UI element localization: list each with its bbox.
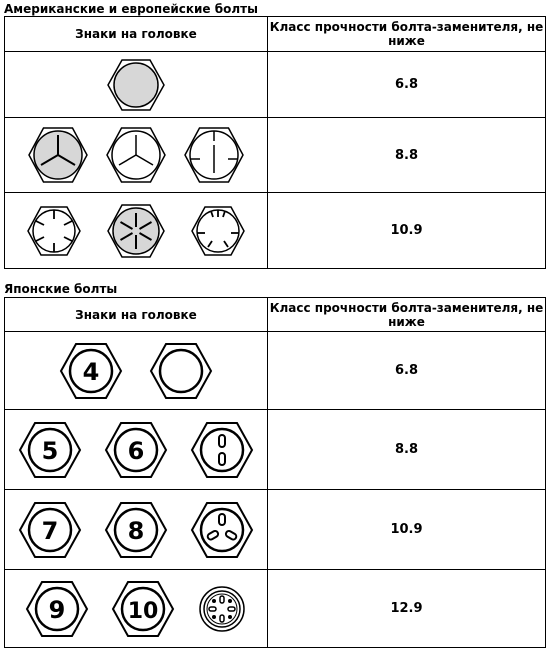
header-marks: Знаки на головке (5, 17, 268, 52)
bolt-head-3-dashes-icon (190, 500, 254, 560)
bolt-head-3-lines-icon (183, 125, 245, 185)
american-bolts-table (4, 16, 546, 269)
grade-cell: 8.8 (268, 410, 546, 490)
bolt-head-number-icon (111, 579, 175, 639)
bolt-head-number-icon (59, 341, 123, 401)
header-grade: Класс прочности болта-заменителя, не ниже (268, 17, 546, 52)
marks-cell (5, 332, 268, 410)
grade-cell: 8.8 (268, 118, 546, 193)
marks-cell (5, 410, 268, 490)
header-grade: Класс прочности болта-заменителя, не ниже (268, 298, 546, 332)
bolt-number: 8 (127, 516, 145, 545)
marks-cell (5, 193, 268, 269)
table-row (5, 52, 546, 118)
bolt-head-6-short-icon (27, 203, 81, 259)
bolt-number: 9 (48, 595, 66, 624)
bolt-head-3-radial-shaded-icon (27, 125, 89, 185)
marks-cell (5, 118, 268, 193)
grade-cell: 12.9 (268, 570, 546, 648)
bolt-number: 6 (127, 436, 145, 465)
bolt-head-6-notched-icon (191, 203, 245, 259)
bolt-number: 5 (41, 436, 59, 465)
grade-cell: 6.8 (268, 52, 546, 118)
bolt-head-number-icon (18, 500, 82, 560)
table-row (5, 570, 546, 648)
bolt-number: 7 (41, 516, 59, 545)
bolt-head-number-icon (104, 420, 168, 480)
bolt-head-plain-icon (105, 57, 167, 113)
grade-cell: 6.8 (268, 332, 546, 410)
table-row (5, 193, 546, 269)
bolt-number: 10 (127, 598, 159, 624)
bolt-head-plain-icon (149, 341, 213, 401)
bolt-head-socket-icon (197, 584, 247, 634)
marks-cell (5, 52, 268, 118)
header-marks: Знаки на головке (5, 298, 268, 332)
marks-cell (5, 570, 268, 648)
bolt-number: 4 (82, 357, 100, 386)
japanese-section-title: Японские болты (4, 282, 118, 296)
table-row (5, 118, 546, 193)
table-row (5, 332, 546, 410)
grade-cell: 10.9 (268, 193, 546, 269)
table-row (5, 410, 546, 490)
bolt-head-3-radial-icon (105, 125, 167, 185)
grade-cell: 10.9 (268, 490, 546, 570)
bolt-head-number-icon (25, 579, 89, 639)
bolt-head-6-radial-shaded-icon (107, 201, 165, 261)
bolt-head-2-dashes-icon (190, 420, 254, 480)
bolt-head-number-icon (18, 420, 82, 480)
marks-cell (5, 490, 268, 570)
japanese-bolts-table (4, 297, 546, 648)
american-section-title: Американские и европейские болты (4, 2, 258, 16)
bolt-head-number-icon (104, 500, 168, 560)
table-row (5, 490, 546, 570)
table-header-row (5, 298, 546, 332)
table-header-row (5, 17, 546, 52)
